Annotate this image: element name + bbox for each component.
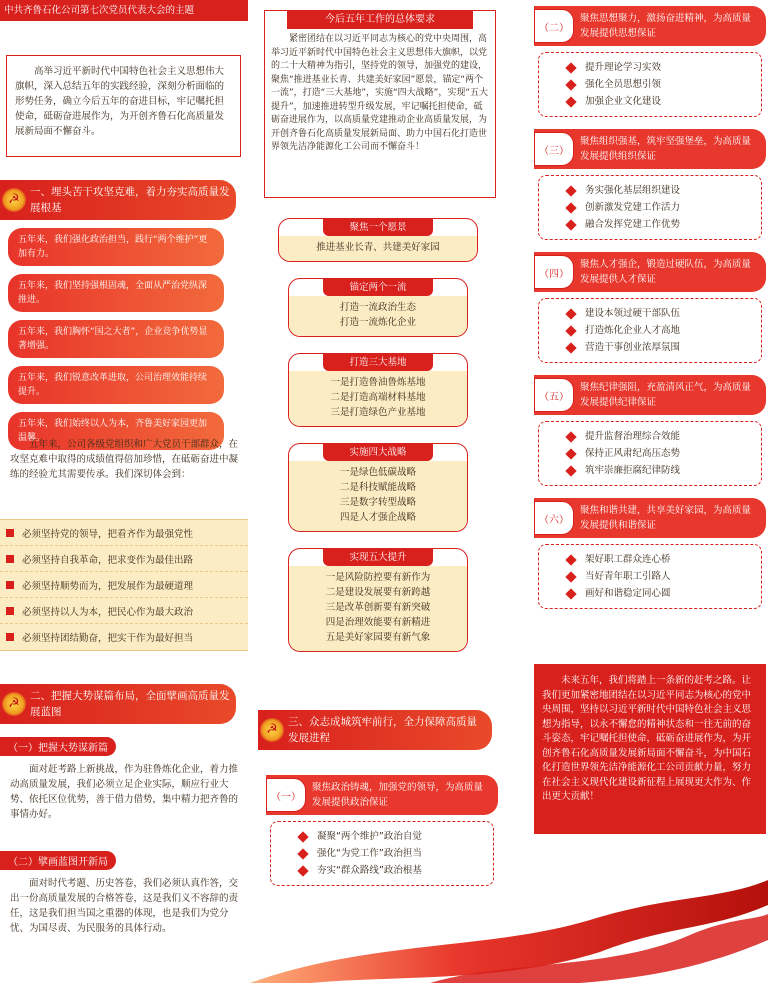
red-diamond-icon bbox=[297, 848, 308, 859]
group-title: 聚焦思想聚力，激扬奋进精神，为高质量发展提供思想保证 bbox=[580, 13, 752, 39]
experience-row bbox=[0, 520, 248, 546]
group-number: （六） bbox=[534, 501, 574, 535]
requirements-title: 今后五年工作的总体要求 bbox=[287, 11, 473, 29]
subsection-2-title: （二）擘画蓝图开新局 bbox=[0, 851, 116, 870]
guarantee-group bbox=[534, 129, 766, 240]
experience-row bbox=[0, 546, 248, 572]
guarantee-item bbox=[567, 76, 761, 93]
goal-box-title: 实现五大提升 bbox=[323, 549, 433, 566]
group-number: （四） bbox=[534, 255, 574, 289]
guarantee-item bbox=[299, 862, 493, 879]
guarantee-group-list bbox=[538, 52, 762, 117]
experience-row bbox=[0, 572, 248, 598]
red-diamond-icon bbox=[565, 465, 576, 476]
guarantee-item bbox=[567, 585, 761, 602]
guarantee-group-list bbox=[538, 544, 762, 609]
red-square-icon bbox=[6, 555, 14, 563]
guarantee-item-text: 凝聚“两个维护”政治自觉 bbox=[317, 831, 422, 842]
goal-box-title: 锚定两个一流 bbox=[323, 279, 433, 296]
guarantee-group-head bbox=[534, 129, 766, 169]
goal-box-line: 三是改革创新要有新突破 bbox=[325, 602, 431, 613]
subsection-2 bbox=[0, 851, 248, 936]
subsection-1-title: （一）把握大势谋新篇 bbox=[0, 737, 116, 756]
goal-box-line: 推进基业长青、共建美好家园 bbox=[316, 242, 440, 253]
guarantee-groups bbox=[534, 6, 766, 621]
guarantee-group bbox=[534, 252, 766, 363]
theme-box: 高举习近平新时代中国特色社会主义思想伟大旗帜，深入总结五年的实践经验，深刻分析面临的形势任务，确立今后五年的奋进目标，牢记嘱托担使命，砥砺奋进展作为，为开创齐鲁石化高质量发展新局面不懈奋斗。 bbox=[6, 55, 241, 157]
section1-title bbox=[0, 180, 236, 220]
goal-box-line: 二是科技赋能战略 bbox=[339, 482, 416, 493]
experience-text: 必须坚持以人为本，把民心作为最大政治 bbox=[22, 606, 194, 618]
red-diamond-icon bbox=[565, 79, 576, 90]
goal-box-body bbox=[289, 371, 467, 426]
guarantee-item bbox=[567, 339, 761, 356]
achievement-pill: 五年来，我们强化政治担当，践行“两个维护”更加有力。 bbox=[8, 228, 224, 266]
goal-box-body bbox=[289, 461, 467, 531]
guarantee-item-text: 打造炼化企业人才高地 bbox=[585, 325, 681, 336]
goal-box-line: 四是人才强企战略 bbox=[339, 512, 416, 523]
guarantee-item bbox=[299, 845, 493, 862]
guarantee-item-text: 强化“为党工作”政治担当 bbox=[317, 848, 422, 859]
goal-box-line: 二是打造高端材料基地 bbox=[330, 392, 426, 403]
guarantee-item-text: 务实强化基层组织建设 bbox=[585, 185, 681, 196]
goal-box-line: 一是风险防控要有新作为 bbox=[325, 572, 431, 583]
goal-box-title: 聚焦一个愿景 bbox=[323, 219, 433, 236]
section3-title-text: 三、众志成城筑牢前行，全力保障高质量发展进程 bbox=[288, 716, 477, 744]
achievement-pill: 五年来，我们锐意改革进取，公司治理效能持续提升。 bbox=[8, 366, 224, 404]
experience-text: 必须坚持顺势而为，把发展作为最硬道理 bbox=[22, 580, 194, 592]
requirements-text: 紧密团结在以习近平同志为核心的党中央周围，高举习近平新时代中国特色社会主义思想伟大旗帜，以党的二十大精神为指引，坚持党的领导，加强党的建设，聚焦“推进基业长青、共建美好家园”愿景，锚定“两个一流”，打造“三大基地”，实施“四大战略”，实现“五大提升”，加速推进转型升级发展，牢记嘱托担使命，砥砺奋进展作为，以高质量党建推动企业高质量发展，为开创齐鲁石化高质量发展新局面、助力中国石化打造世界领先洁净能源化工公司而不懈奋斗！ bbox=[271, 34, 488, 152]
experience-text: 必须坚持团结勤奋，把实干作为最好担当 bbox=[22, 633, 194, 644]
goal-box bbox=[288, 278, 468, 337]
guarantee-group-1-head bbox=[266, 775, 498, 815]
guarantee-item bbox=[567, 59, 761, 76]
red-diamond-icon bbox=[565, 62, 576, 73]
closing-box: 未来五年，我们将踏上一条新的赶考之路。让我们更加紧密地团结在以习近平同志为核心的党中央周围，坚持以习近平新时代中国特色社会主义思想为指导，以永不懈怠的精神状态和一往无前的奋斗姿态，牢记嘱托担使命，砥砺奋进展作为，为开创齐鲁石化高质量发展新局面不懈奋斗，为中国石化打造世界领先洁净能源化工公司贡献力量，努力在社会主义现代化建设新征程上展现更大作为、作出更大贡献！ bbox=[534, 664, 766, 834]
guarantee-group bbox=[534, 375, 766, 486]
red-diamond-icon bbox=[565, 219, 576, 230]
red-diamond-icon bbox=[565, 431, 576, 442]
goal-box bbox=[288, 353, 468, 427]
goal-box-body bbox=[279, 236, 477, 261]
subsection-1 bbox=[0, 737, 248, 822]
guarantee-item bbox=[567, 322, 761, 339]
goal-box-line: 三是数字转型战略 bbox=[339, 497, 416, 508]
goal-box-line: 五是美好家园要有新气象 bbox=[325, 632, 431, 643]
goal-box-body bbox=[289, 296, 467, 336]
guarantee-group-1 bbox=[266, 775, 498, 898]
group-title: 聚焦人才强企，锻造过硬队伍，为高质量发展提供人才保证 bbox=[580, 259, 752, 285]
guarantee-group-head bbox=[534, 6, 766, 46]
goal-box-line: 一是绿色低碳战略 bbox=[339, 467, 416, 478]
guarantee-group bbox=[534, 498, 766, 609]
red-square-icon bbox=[6, 529, 14, 537]
red-diamond-icon bbox=[565, 96, 576, 107]
goal-box-title: 打造三大基地 bbox=[323, 354, 433, 371]
red-diamond-icon bbox=[565, 554, 576, 565]
group-number: （五） bbox=[534, 378, 574, 412]
section1-title-text: 一、埋头苦干攻坚克难，着力夯实高质量发展根基 bbox=[30, 186, 230, 214]
group-number: （三） bbox=[534, 132, 574, 166]
guarantee-item-text: 营造干事创业浓厚氛围 bbox=[585, 342, 681, 353]
guarantee-item-text: 夯实“群众路线”政治根基 bbox=[317, 865, 422, 876]
red-square-icon bbox=[6, 607, 14, 615]
guarantee-item-text: 画好和谐稳定同心圆 bbox=[585, 588, 671, 599]
experience-list bbox=[0, 519, 248, 651]
goal-box-line: 四是治理效能要有新精进 bbox=[325, 617, 431, 628]
red-diamond-icon bbox=[565, 571, 576, 582]
goal-box-line: 三是打造绿色产业基地 bbox=[330, 407, 426, 418]
red-diamond-icon bbox=[565, 342, 576, 353]
goal-box-line: 一是打造鲁油鲁炼基地 bbox=[330, 377, 426, 388]
guarantee-group-list bbox=[538, 421, 762, 486]
subsection-1-text: 面对赶考路上新挑战，作为驻鲁炼化企业，着力推动高质量发展，我们必须立足企业实际，顺应行业大势、依托区位优势，善于借力借势，集中精力把齐鲁的事情办好。 bbox=[10, 764, 239, 820]
guarantee-item-text: 提升理论学习实效 bbox=[585, 62, 662, 73]
guarantee-item bbox=[567, 568, 761, 585]
subsection-2-text: 面对时代考题、历史答卷，我们必须认真作答，交出一份高质量发展的合格答卷，这是我们义不容辞的责任，这是我们担当国之重器的体现，也是我们为党分忧、为国尽责、为民服务的具体行动。 bbox=[10, 878, 239, 934]
guarantee-item bbox=[567, 462, 761, 479]
guarantee-item bbox=[299, 828, 493, 845]
red-diamond-icon bbox=[565, 325, 576, 336]
guarantee-item-text: 建设本领过硬干部队伍 bbox=[585, 308, 681, 319]
guarantee-item bbox=[567, 93, 761, 110]
guarantee-item-text: 筑牢崇廉拒腐纪律防线 bbox=[585, 465, 681, 476]
experience-row bbox=[0, 624, 248, 650]
goal-box-body bbox=[289, 566, 467, 651]
guarantee-item-text: 强化全员思想引领 bbox=[585, 79, 662, 90]
goal-box-line: 打造一流炼化企业 bbox=[339, 317, 416, 328]
guarantee-group bbox=[534, 6, 766, 117]
requirements-box bbox=[264, 10, 496, 198]
red-square-icon bbox=[6, 581, 14, 589]
red-diamond-icon bbox=[297, 831, 308, 842]
goal-box-line: 打造一流政治生态 bbox=[339, 302, 416, 313]
guarantee-group-head bbox=[534, 375, 766, 415]
guarantee-group-head bbox=[534, 498, 766, 538]
goal-box bbox=[288, 548, 468, 652]
section2-title-text: 二、把握大势谋篇布局，全面擘画高质量发展蓝图 bbox=[30, 690, 230, 718]
achievement-list bbox=[8, 228, 224, 458]
red-square-icon bbox=[6, 633, 14, 641]
guarantee-item-text: 创新激发党建工作活力 bbox=[585, 202, 681, 213]
guarantee-item-text: 加强企业文化建设 bbox=[585, 96, 662, 107]
goal-box-line: 二是建设发展要有新跨越 bbox=[325, 587, 431, 598]
party-emblem-icon: ☭ bbox=[2, 692, 26, 716]
group-number: （一） bbox=[266, 778, 306, 812]
guarantee-item bbox=[567, 199, 761, 216]
party-emblem-icon: ☭ bbox=[2, 188, 26, 212]
group-title: 聚焦和谐共建，共享美好家园，为高质量发展提供和谐保证 bbox=[580, 505, 752, 531]
experience-row bbox=[0, 598, 248, 624]
theme-header: 中共齐鲁石化公司第七次党员代表大会的主题 bbox=[0, 0, 248, 21]
goal-box bbox=[288, 443, 468, 532]
guarantee-item-text: 保持正风肃纪高压态势 bbox=[585, 448, 681, 459]
guarantee-item-text: 架好职工群众连心桥 bbox=[585, 554, 671, 565]
guarantee-group-head bbox=[534, 252, 766, 292]
guarantee-group-list bbox=[538, 298, 762, 363]
guarantee-item bbox=[567, 182, 761, 199]
group-number: （二） bbox=[534, 9, 574, 43]
guarantee-item bbox=[567, 428, 761, 445]
goal-box bbox=[278, 218, 478, 262]
experience-text: 必须坚持党的领导，把看齐作为最强党性 bbox=[22, 528, 194, 540]
guarantee-item bbox=[567, 445, 761, 462]
guarantee-item bbox=[567, 216, 761, 233]
guarantee-item bbox=[567, 305, 761, 322]
guarantee-item-text: 当好青年职工引路人 bbox=[585, 571, 671, 582]
achievement-pill: 五年来，我们始终以人为本，齐鲁美好家园更加温馨。 bbox=[8, 412, 224, 450]
achievement-pill: 五年来，我们胸怀“国之大者”，企业竞争优势显著增强。 bbox=[8, 320, 224, 358]
experience-intro: 五年来，公司各级党组织和广大党员干部群众，在攻坚克难中取得的成绩值得倍加珍惜，在砥砺奋进中凝练的经验尤其需要传承。我们深切体会到： bbox=[10, 439, 239, 480]
guarantee-group-1-list bbox=[270, 821, 494, 886]
party-emblem-icon: ☭ bbox=[260, 718, 284, 742]
group-title: 聚焦组织强基，筑牢坚强堡垒，为高质量发展提供组织保证 bbox=[580, 136, 752, 162]
red-diamond-icon bbox=[565, 202, 576, 213]
guarantee-item-text: 融合发挥党建工作优势 bbox=[585, 219, 681, 230]
guarantee-item-text: 提升监督治理综合效能 bbox=[585, 431, 681, 442]
red-diamond-icon bbox=[297, 865, 308, 876]
goal-box-title: 实施四大战略 bbox=[323, 444, 433, 461]
red-diamond-icon bbox=[565, 448, 576, 459]
red-diamond-icon bbox=[565, 588, 576, 599]
guarantee-group-list bbox=[538, 175, 762, 240]
achievement-pill: 五年来，我们坚持强根固魂，全面从严治党纵深推进。 bbox=[8, 274, 224, 312]
group-title: 聚焦纪律强阻，充盈清风正气，为高质量发展提供纪律保证 bbox=[580, 382, 752, 408]
experience-text: 必须坚持自我革命，把求变作为最佳出路 bbox=[22, 554, 194, 566]
section3-title bbox=[258, 710, 492, 750]
goal-boxes bbox=[278, 218, 478, 668]
red-diamond-icon bbox=[565, 185, 576, 196]
section2-title bbox=[0, 684, 236, 724]
guarantee-item bbox=[567, 551, 761, 568]
left-column bbox=[0, 0, 248, 934]
group-title: 聚焦政治铸魂，加强党的领导，为高质量发展提供政治保证 bbox=[312, 782, 484, 808]
red-diamond-icon bbox=[565, 308, 576, 319]
